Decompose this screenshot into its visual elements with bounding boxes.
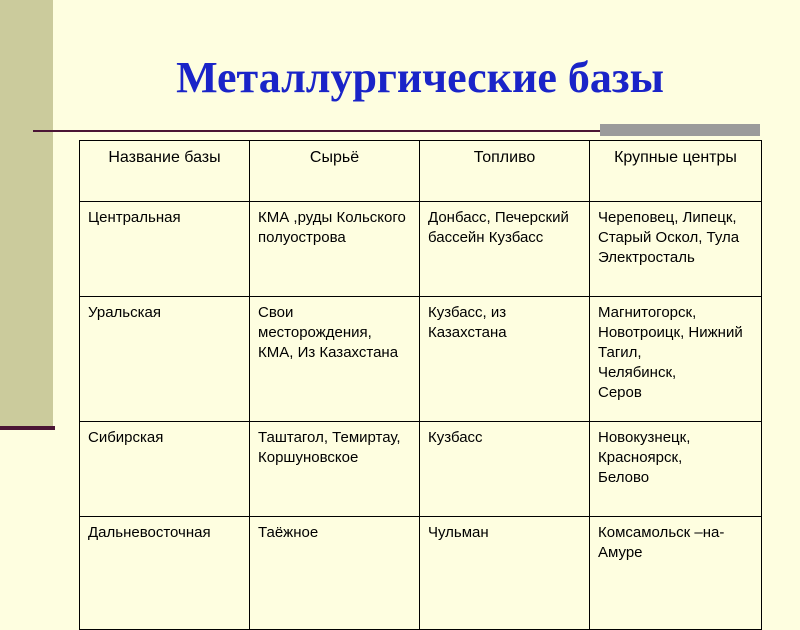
cell-fuel: Чульман [420,517,590,630]
cell-base-name: Сибирская [80,422,250,517]
cell-raw-materials: Свои месторождения, КМА, Из Казахстана [250,297,420,422]
cell-major-centers: Череповец, Липецк, Старый Оскол, Тула Электросталь [590,202,762,297]
table-row [80,517,762,630]
cell-raw-materials: КМА ,руды Кольского полуострова [250,202,420,297]
slide-title: Металлургические базы [176,53,664,102]
cell-fuel: Кузбасс [420,422,590,517]
header-raw-materials: Сырьё [250,141,420,202]
cell-base-name: Центральная [80,202,250,297]
header-fuel: Топливо [420,141,590,202]
decorative-side-bar-line [0,426,55,430]
cell-raw-materials: Таёжное [250,517,420,630]
table-row [80,297,762,422]
header-major-centers: Крупные центры [590,141,762,202]
table-row [80,422,762,517]
cell-major-centers: Комсамольск –на-Амуре [590,517,762,630]
table-row [80,202,762,297]
decorative-gray-block [600,124,760,136]
cell-fuel: Кузбасс, из Казахстана [420,297,590,422]
cell-base-name: Дальневосточная [80,517,250,630]
cell-raw-materials: Таштагол, Темиртау, Коршуновское [250,422,420,517]
cell-fuel: Донбасс, Печерский бассейн Кузбасс [420,202,590,297]
cell-major-centers: Магнитогорск, Новотроицк, Нижний Тагил, Челябинск, Серов [590,297,762,422]
header-base-name: Название базы [80,141,250,202]
table-header-row [80,141,762,202]
cell-base-name: Уральская [80,297,250,422]
cell-major-centers: Новокузнецк, Красноярск, Белово [590,422,762,517]
metallurgy-bases-table [79,140,762,630]
